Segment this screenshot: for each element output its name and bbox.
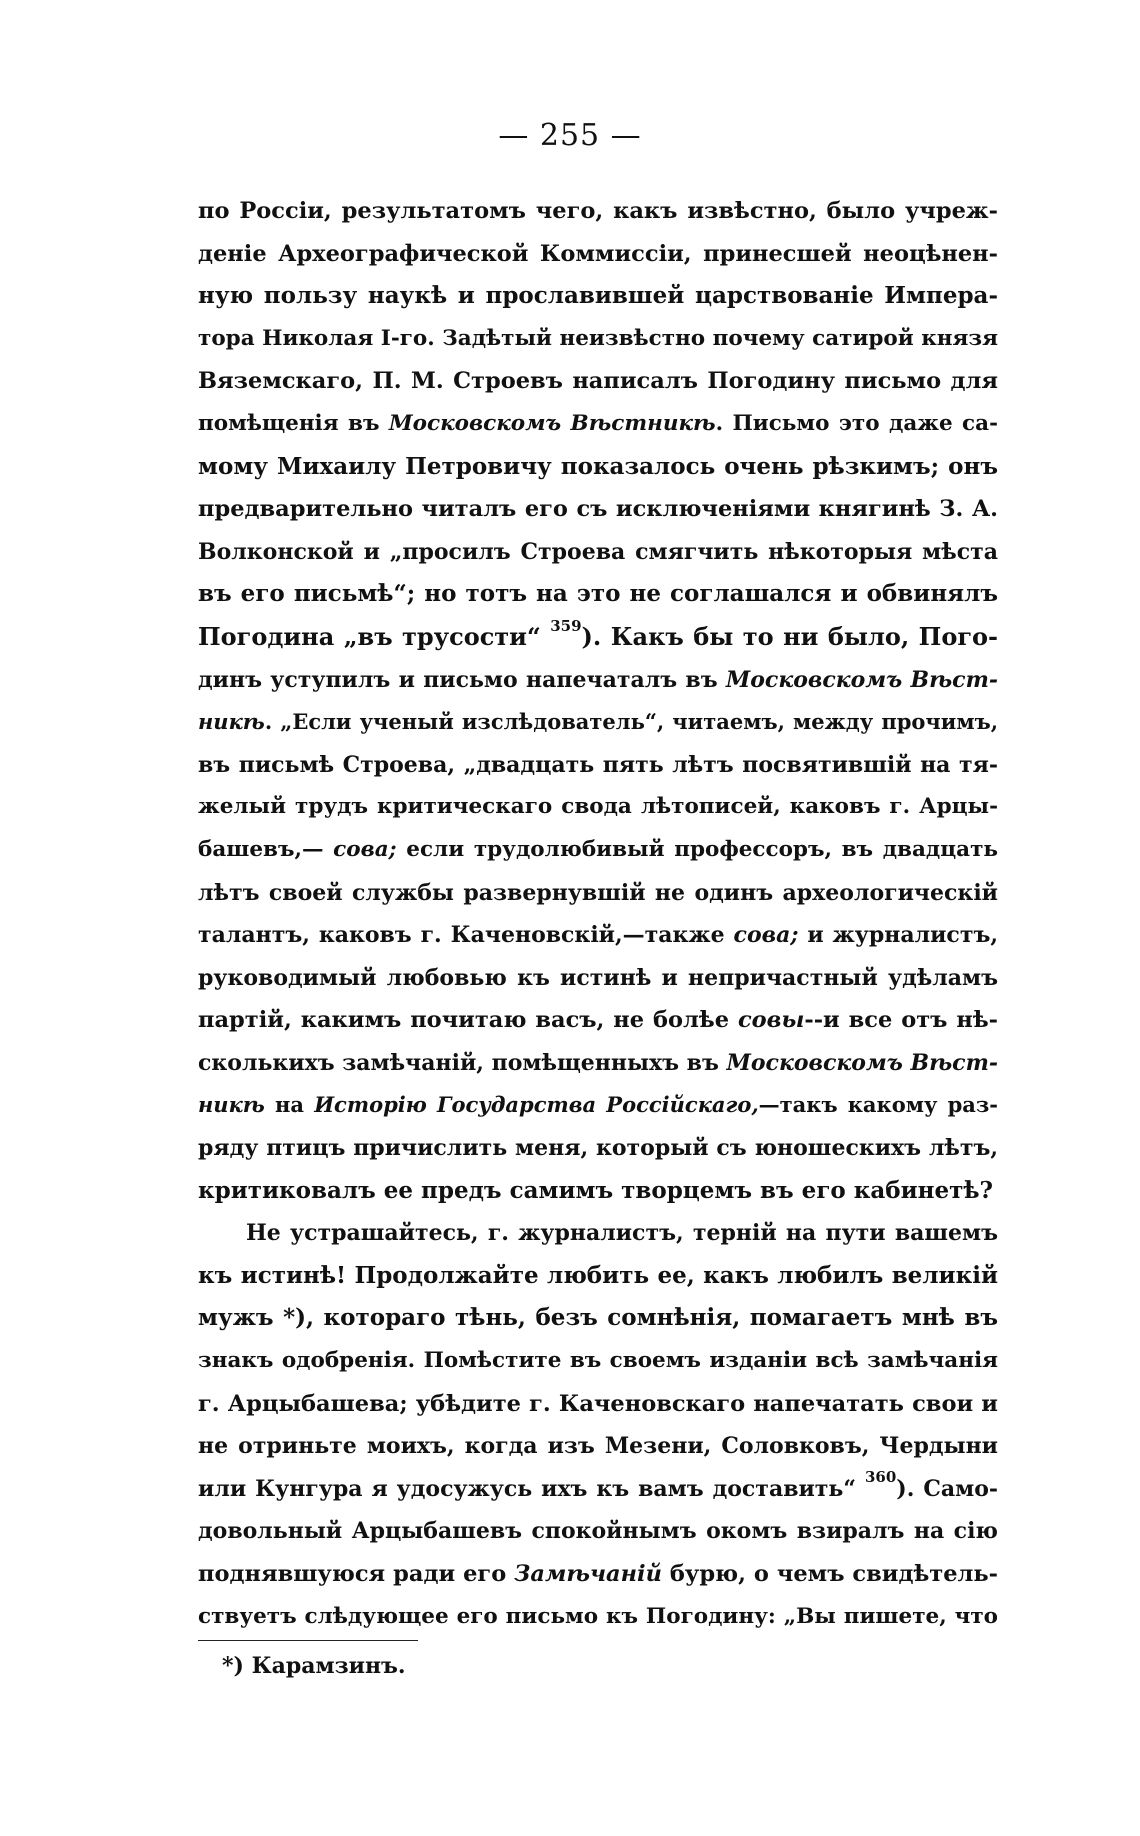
line-segment: желый трудъ критическаго свода лѣтописей, каковъ г. Арцы-: [198, 794, 998, 820]
text-line: [198, 1468, 998, 1511]
italic-title: Московскомъ Вѣст-: [726, 1049, 998, 1076]
text-line: [198, 1297, 998, 1340]
line-segment: —такъ какому раз-: [758, 1092, 998, 1118]
body-text: [198, 190, 998, 1638]
text-line: [198, 531, 998, 574]
text-line: [198, 190, 998, 233]
line-segment: мому Михаилу Петровичу показалось очень рѣзкимъ; онъ: [198, 452, 998, 480]
line-segment: . „Если ученый изслѣдователь“, читаемъ, между прочимъ,: [264, 709, 998, 735]
line-segment: лѣтъ своей службы развернувшій не одинъ археологическій: [198, 879, 998, 906]
text-line: [198, 701, 998, 744]
italic-title: Московскомъ Вѣст-: [725, 666, 998, 693]
text-line: [198, 786, 998, 829]
italic-title: совы: [737, 1007, 805, 1034]
text-line: [198, 360, 998, 403]
text-line: [198, 1553, 998, 1596]
line-segment: по Россіи, результатомъ чего, какъ извѣстно, было учреж-: [198, 198, 998, 224]
text-line: [198, 1212, 998, 1255]
line-segment: помѣщенія въ: [198, 410, 389, 436]
text-line: [198, 1170, 998, 1213]
text-line: [198, 1255, 998, 1298]
text-line: [198, 1596, 998, 1639]
line-segment: критиковалъ ее предъ самимъ творцемъ въ его кабинетѣ?: [198, 1176, 994, 1204]
line-segment: руководимый любовью къ истинѣ и непричастный удѣламъ: [198, 964, 998, 991]
line-segment: Не устрашайтесь, г. журналистъ, терній на пути вашемъ: [246, 1220, 998, 1247]
text-line: [198, 1425, 998, 1468]
line-segment: и журналистъ,: [798, 922, 998, 949]
text-line: [198, 1383, 998, 1426]
text-line: [198, 659, 998, 702]
line-segment: ). Само-: [896, 1475, 998, 1502]
footnote: *) Карамзинъ.: [222, 1653, 406, 1679]
line-segment: Волконской и „просилъ Строева смягчить нѣкоторыя мѣста: [198, 538, 998, 565]
line-segment: ряду птицъ причислить меня, который съ юношескихъ лѣтъ,: [198, 1135, 998, 1162]
line-segment: мужъ *), котораго тѣнь, безъ сомнѣнія, помагаетъ мнѣ въ: [198, 1304, 998, 1332]
line-segment: предварительно читалъ его съ исключеніями княгинѣ З. А.: [198, 496, 998, 523]
footnote-divider: [198, 1640, 418, 1641]
text-line: [198, 573, 998, 616]
line-segment: поднявшуюся ради его: [198, 1561, 515, 1587]
italic-title: сова;: [333, 836, 397, 862]
text-line: [198, 914, 998, 957]
text-line: [198, 616, 998, 659]
line-segment: или Кунгура я удосужусь ихъ къ вамъ доставить“: [198, 1475, 865, 1502]
text-line: [198, 744, 998, 787]
line-segment: динъ уступилъ и письмо напечаталъ въ: [198, 666, 726, 693]
text-line: [198, 275, 998, 318]
line-segment: бурю, о чемъ свидѣтель-: [661, 1561, 998, 1587]
line-segment: г. Арцыбашева; убѣдите г. Каченовскаго напечатать свои и: [198, 1390, 998, 1417]
text-line: [198, 829, 998, 872]
text-line: [198, 1042, 998, 1085]
line-segment: партій, какимъ почитаю васъ, не болѣе: [198, 1007, 738, 1034]
line-segment: Вяземскаго, П. М. Строевъ написалъ Погодину письмо для: [198, 368, 998, 395]
line-segment: знакъ одобренія. Помѣстите въ своемъ изданіи всѣ замѣчанія: [198, 1348, 998, 1374]
line-segment: къ истинѣ! Продолжайте любить ее, какъ любилъ великій: [198, 1261, 998, 1289]
text-line: [198, 233, 998, 276]
line-segment: ствуетъ слѣдующее его письмо къ Погодину: „Вы пишете, что: [198, 1603, 998, 1629]
line-segment: . Письмо это даже са-: [715, 410, 998, 436]
italic-title: Исторію Государства Россійскаго,: [314, 1092, 759, 1118]
line-segment: башевъ,—: [198, 836, 334, 862]
line-segment: сколькихъ замѣчаній, помѣщенныхъ въ: [198, 1049, 727, 1076]
page-number: — 255 —: [498, 118, 642, 153]
line-segment: --и все отъ нѣ-: [804, 1007, 998, 1034]
line-segment: ). Какъ бы то ни было, Пого-: [581, 621, 999, 651]
text-line: [198, 872, 998, 915]
text-line: [198, 1510, 998, 1553]
line-segment: въ его письмѣ“; но тотъ на это не соглашался и обвинялъ: [198, 580, 998, 608]
line-segment: въ письмѣ Строева, „двадцать пять лѣтъ посвятившій на тя-: [198, 751, 998, 778]
line-segment: не отриньте моихъ, когда изъ Мезени, Соловковъ, Чердыни: [198, 1433, 998, 1460]
line-segment: деніе Археографической Коммиссіи, принесшей неоцѣнен-: [198, 240, 998, 267]
italic-title: Московскомъ Вѣстникѣ: [388, 410, 716, 436]
line-segment: на: [264, 1092, 315, 1118]
line-segment: ную пользу наукѣ и прославившей царствованіе Импера-: [198, 282, 998, 310]
line-segment: Погодина „въ трусости“: [198, 621, 551, 651]
citation-number: 359: [550, 616, 582, 635]
text-line: [198, 999, 998, 1042]
text-line: [198, 1340, 998, 1383]
text-line: [198, 488, 998, 531]
text-line: [198, 403, 998, 446]
text-line: [198, 1084, 998, 1127]
citation-number: 360: [864, 1467, 897, 1486]
text-line: [198, 446, 998, 489]
line-segment: довольный Арцыбашевъ спокойнымъ окомъ взиралъ на сію: [198, 1518, 998, 1545]
italic-title: Замѣчаній: [514, 1561, 662, 1587]
line-segment: тора Николая I-го. Задѣтый неизвѣстно почему сатирой князя: [198, 325, 998, 351]
italic-title: никѣ: [198, 709, 265, 735]
text-line: [198, 318, 998, 361]
text-line: [198, 957, 998, 1000]
line-segment: талантъ, каковъ г. Каченовскій,—также: [198, 922, 734, 949]
line-segment: если трудолюбивый профессоръ, въ двадцать: [396, 836, 998, 862]
italic-title: никѣ: [198, 1092, 265, 1118]
text-line: [198, 1127, 998, 1170]
italic-title: сова;: [733, 922, 799, 949]
